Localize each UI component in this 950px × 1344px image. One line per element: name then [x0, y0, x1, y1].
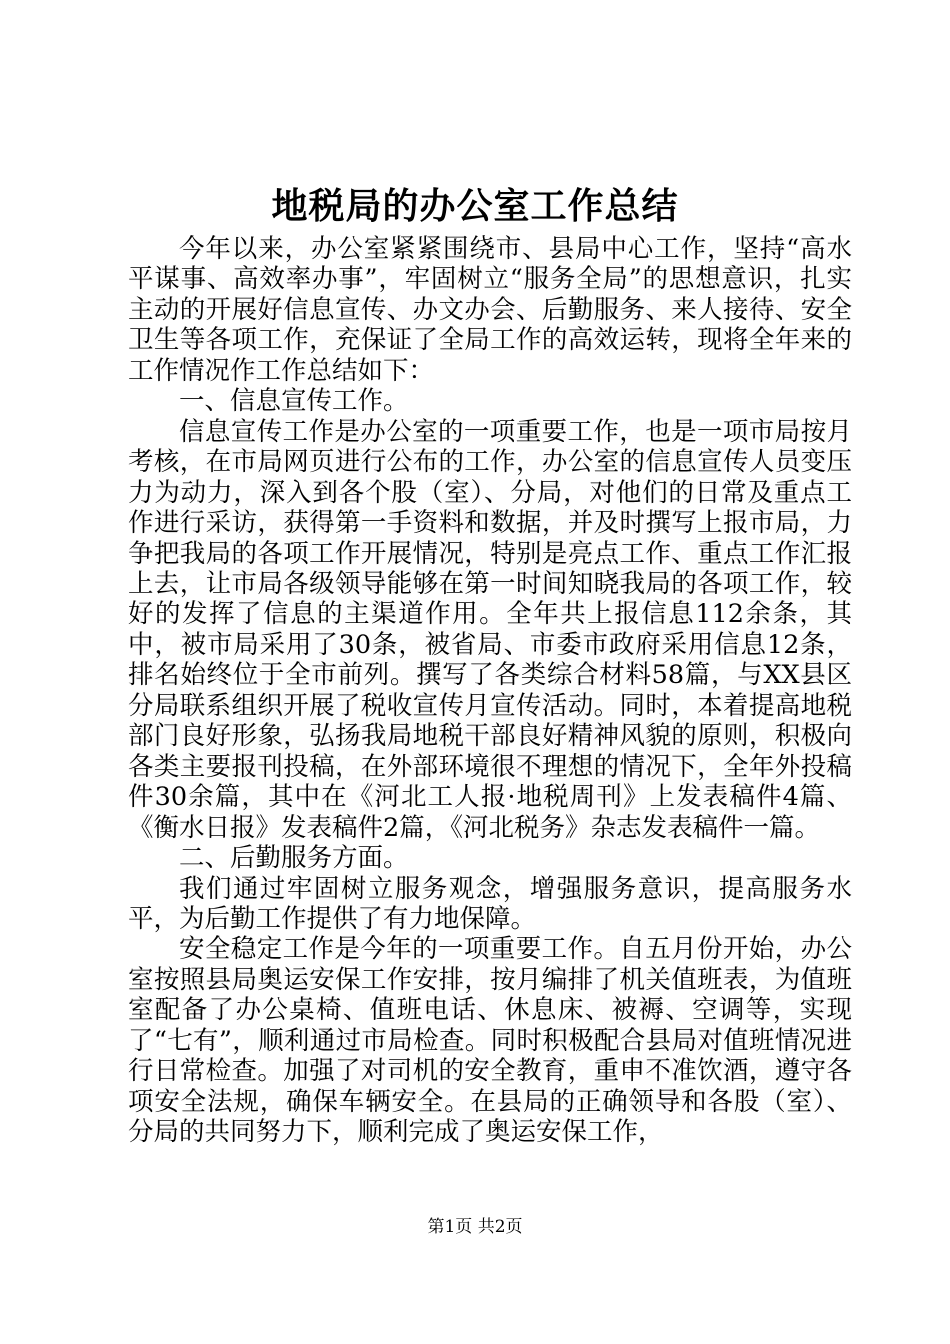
section-heading-logistics: 二、后勤服务方面。: [179, 843, 409, 874]
document-body: [128, 234, 852, 1148]
section-heading-information: 一、信息宣传工作。: [179, 386, 409, 417]
document-title: 地税局的办公室工作总结: [271, 185, 679, 227]
paragraph-service-awareness: 我们通过牢固树立服务观念，增强服务意识，提高服务水平，为后勤工作提供了有力地保障。: [128, 873, 852, 934]
paragraph-intro: 今年以来，办公室紧紧围绕市、县局中心工作，坚持“高水平谋事、高效率办事”，牢固树立“服务全局”的思想意识，扎实主动的开展好信息宣传、办文办会、后勤服务、来人接待、安全卫生等各项工作，充保证了全局工作的高效运转，现将全年来的工作情况作工作总结如下：: [128, 234, 852, 386]
paragraph-safety-stability: 安全稳定工作是今年的一项重要工作。自五月份开始，办公室按照县局奥运安保工作安排，按月编排了机关值班表，为值班室配备了办公桌椅、值班电话、休息床、被褥、空调等，实现了“七有”，顺利通过市局检查。同时积极配合县局对值班情况进行日常检查。加强了对司机的安全教育，重申不准饮酒，遵守各项安全法规，确保车辆安全。在县局的正确领导和各股（室）、分局的共同努力下，顺利完成了奥运安保工作，: [128, 934, 852, 1148]
paragraph-information-publicity: 信息宣传工作是办公室的一项重要工作，也是一项市局按月考核，在市局网页进行公布的工作，办公室的信息宣传人员变压力为动力，深入到各个股（室）、分局，对他们的日常及重点工作进行采访，获得第一手资料和数据，并及时撰写上报市局，力争把我局的各项工作开展情况，特别是亮点工作、重点工作汇报上去，让市局各级领导能够在第一时间知晓我局的各项工作，较好的发挥了信息的主渠道作用。全年共上报信息112余条，其中，被市局采用了30条，被省局、市委市政府采用信息12条，排名始终位于全市前列。撰写了各类综合材料58篇，与XX县区分局联系组织开展了税收宣传月宣传活动。同时，本着提高地税部门良好形象，弘扬我局地税干部良好精神风貌的原则，积极向各类主要报刊投稿，在外部环境很不理想的情况下，全年外投稿件30余篇，其中在《河北工人报·地税周刊》上发表稿件4篇、《衡水日报》发表稿件2篇，《河北税务》杂志发表稿件一篇。: [128, 416, 852, 843]
page-footer: 第1页 共2页: [427, 1217, 523, 1237]
